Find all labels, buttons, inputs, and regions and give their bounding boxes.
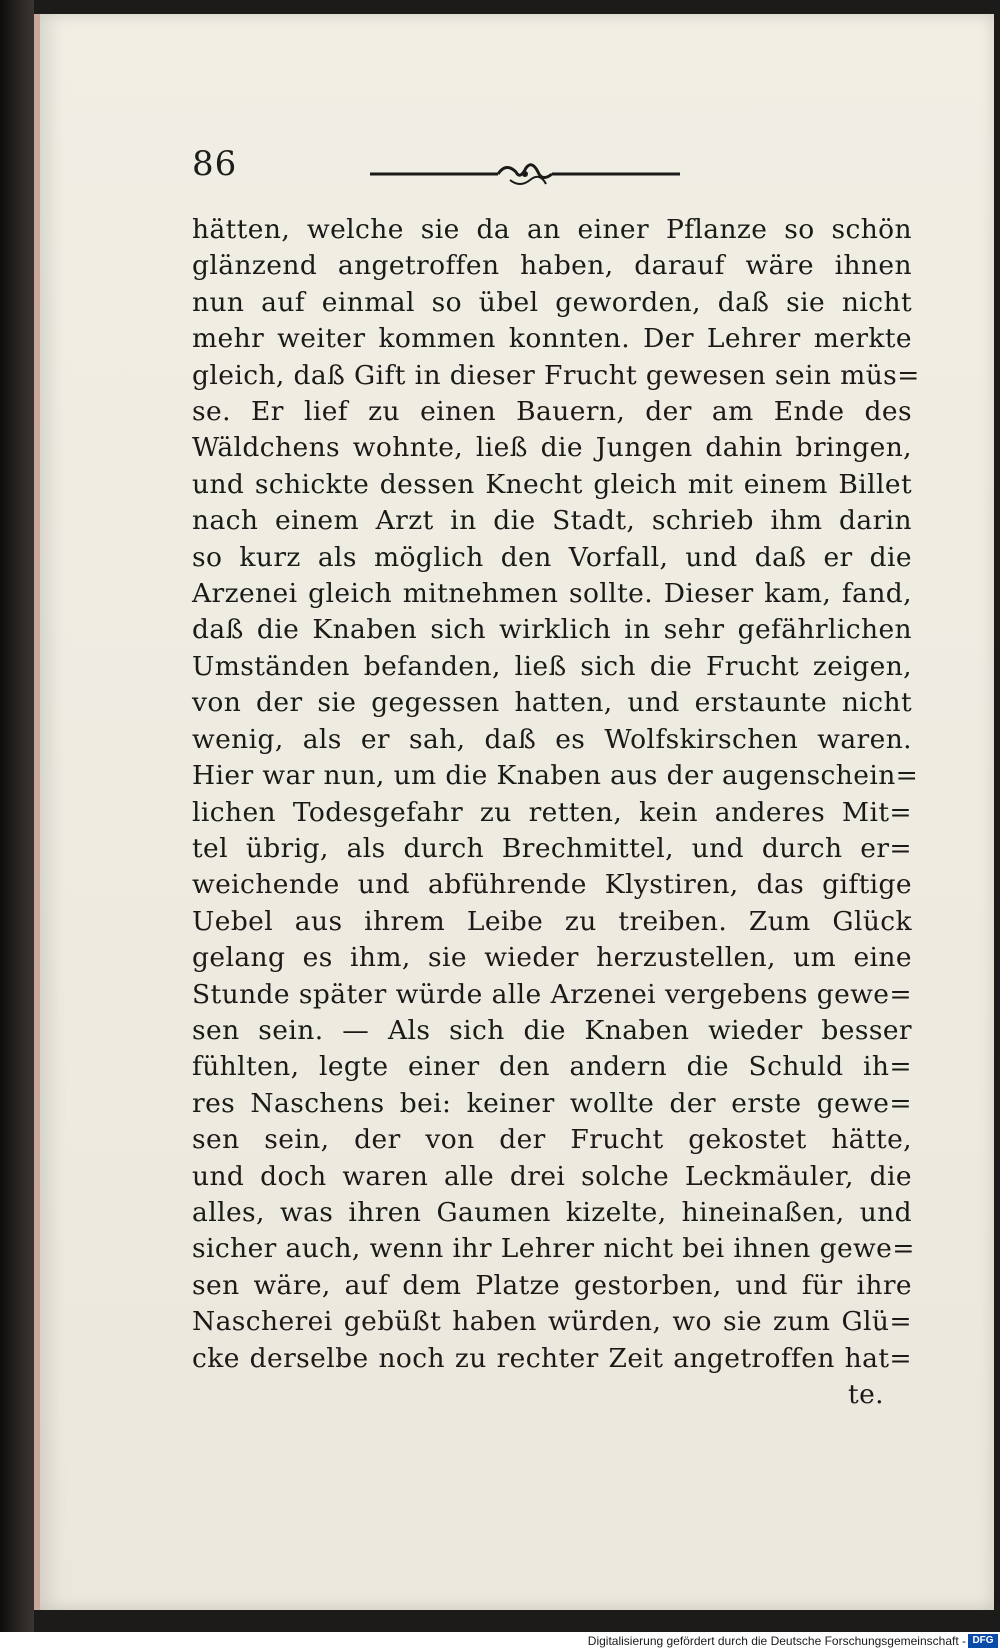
text-line: fühlten, legte einer den andern die Schuld ih= — [192, 1051, 912, 1083]
text-line: Stunde später würde alle Arzenei vergebens gewe= — [192, 978, 912, 1010]
text-line: cke derselbe noch zu rechter Zeit angetroffen hat= — [192, 1342, 912, 1374]
text-line: tel übrig, als durch Brechmittel, und durch er= — [192, 832, 912, 864]
text-line: lichen Todesgefahr zu retten, kein anderes Mit= — [192, 796, 912, 828]
text-line: mehr weiter kommen konnten. Der Lehrer merkte — [192, 323, 912, 355]
text-line: Umständen befanden, ließ sich die Frucht zeigen, — [192, 650, 912, 682]
text-line: nun auf einmal so übel geworden, daß sie nicht — [192, 286, 912, 318]
body-text — [192, 212, 920, 1413]
text-line: glänzend angetroffen haben, darauf wäre ihnen — [192, 250, 912, 282]
text-line: gleich, daß Gift in dieser Frucht gewesen sein müs= — [192, 359, 920, 391]
text-line: sen sein. — Als sich die Knaben wieder besser — [192, 1014, 912, 1046]
text-line: sen wäre, auf dem Platze gestorben, und für ihre — [192, 1269, 912, 1301]
text-line: und doch waren alle drei solche Leckmäuler, die — [192, 1160, 912, 1192]
page-number: 86 — [192, 144, 238, 184]
text-line: Nascherei gebüßt haben würden, wo sie zum Glü= — [192, 1306, 912, 1338]
footer-bar — [0, 1632, 1000, 1651]
text-line: alles, was ihren Gaumen kizelte, hineinaßen, und — [192, 1196, 912, 1228]
text-line: und schickte dessen Knecht gleich mit einem Billet — [192, 468, 912, 500]
text-line: Hier war nun, um die Knaben aus der augenschein= — [192, 760, 919, 792]
text-line: von der sie gegessen hatten, und erstaunte nicht — [192, 687, 912, 719]
text-line: res Naschens bei: keiner wollte der erste gewe= — [192, 1087, 912, 1119]
text-line: wenig, als er sah, daß es Wolfskirschen waren. — [192, 723, 912, 755]
text-line: so kurz als möglich den Vorfall, und daß er die — [192, 541, 912, 573]
text-line: nach einem Arzt in die Stadt, schrieb ihm darin — [192, 505, 912, 537]
book-spine-shadow — [0, 0, 34, 1651]
text-line: gelang es ihm, sie wieder herzustellen, um eine — [192, 942, 912, 974]
text-line: te. — [848, 1379, 884, 1410]
header-ornament-icon — [370, 154, 680, 194]
text-line: sen sein, der von der Frucht gekostet hätte, — [192, 1124, 912, 1156]
text-line: se. Er lief zu einen Bauern, der am Ende des — [192, 396, 912, 428]
text-line: weichende und abführende Klystiren, das giftige — [192, 869, 912, 901]
text-line: Arzenei gleich mitnehmen sollte. Dieser kam, fand, — [192, 578, 912, 610]
book-page — [34, 14, 994, 1610]
text-line: Wäldchens wohnte, ließ die Jungen dahin bringen, — [192, 432, 912, 464]
text-line: sicher auch, wenn ihr Lehrer nicht bei ihnen gewe= — [192, 1233, 915, 1265]
text-line: Uebel aus ihrem Leibe zu treiben. Zum Glück — [192, 905, 912, 937]
dfg-logo: DFG — [968, 1634, 998, 1648]
text-line: daß die Knaben sich wirklich in sehr gefährlichen — [192, 614, 912, 646]
footer-credit: Digitalisierung gefördert durch die Deutsche Forschungsgemeinschaft - — [587, 1634, 966, 1648]
text-line: hätten, welche sie da an einer Pflanze so schön — [192, 214, 912, 245]
